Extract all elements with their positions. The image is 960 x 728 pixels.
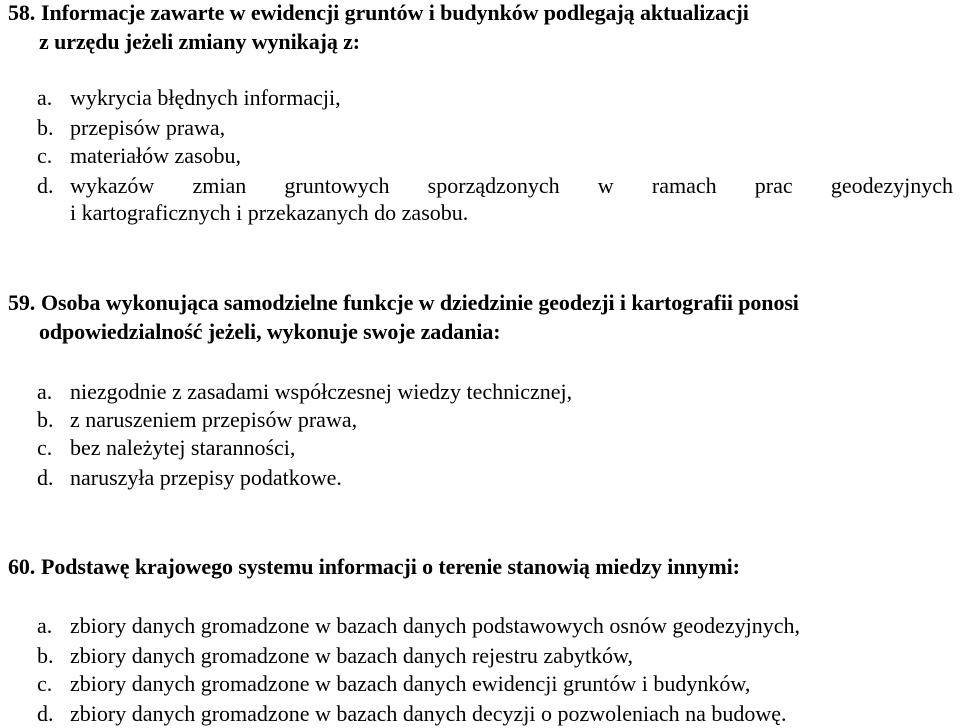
option-text: bez należytej staranności,	[70, 435, 296, 460]
question-60-option-c	[37, 670, 750, 697]
question-number: 58.	[8, 0, 36, 25]
option-text: wykrycia błędnych informacji,	[70, 85, 341, 110]
option-letter: b.	[37, 643, 54, 668]
option-letter: a.	[37, 379, 53, 404]
question-60-option-a	[37, 612, 800, 639]
option-letter: a.	[37, 613, 53, 638]
question-59-option-c	[37, 434, 295, 461]
option-text: naruszyła przepisy podatkowe.	[70, 465, 342, 490]
question-60-title	[8, 552, 952, 581]
option-text: wykazów zmian gruntowych sporządzonych w ramach prac geodezyjnych	[70, 173, 953, 198]
question-59-title	[8, 288, 952, 346]
question-58-option-c	[37, 142, 241, 169]
question-58-option-d	[37, 172, 953, 226]
question-59-option-d	[37, 464, 342, 491]
question-58-title	[8, 0, 952, 56]
option-text: zbiory danych gromadzone w bazach danych ewidencji gruntów i budynków,	[70, 671, 751, 696]
question-60-option-d	[37, 700, 787, 727]
question-text-line1: Osoba wykonująca samodzielne funkcje w dziedzinie geodezji i kartografii ponosi	[41, 290, 799, 315]
option-letter: c.	[37, 435, 53, 460]
option-letter: a.	[37, 85, 53, 110]
question-58-option-a	[37, 84, 341, 111]
option-letter: b.	[37, 407, 54, 432]
option-letter: c.	[37, 143, 53, 168]
option-letter: d.	[37, 465, 54, 490]
option-text: materiałów zasobu,	[70, 143, 242, 168]
question-number: 60.	[8, 554, 36, 579]
option-text: zbiory danych gromadzone w bazach danych decyzji o pozwoleniach na budowę.	[70, 701, 787, 726]
question-number: 59.	[8, 290, 36, 315]
question-59-option-b	[37, 406, 357, 433]
option-letter: c.	[37, 671, 53, 696]
option-letter: d.	[37, 701, 54, 726]
option-text: zbiory danych gromadzone w bazach danych rejestru zabytków,	[70, 643, 634, 668]
option-letter: b.	[37, 115, 54, 140]
question-60-option-b	[37, 642, 633, 669]
option-text-continued: i kartograficznych i przekazanych do zasobu.	[70, 200, 469, 225]
option-text: z naruszeniem przepisów prawa,	[70, 407, 358, 432]
question-58-option-b	[37, 114, 225, 141]
question-text-line2: z urzędu jeżeli zmiany wynikają z:	[39, 29, 361, 54]
question-text-line2: odpowiedzialność jeżeli, wykonuje swoje zadania:	[39, 319, 501, 344]
option-text: niezgodnie z zasadami współczesnej wiedzy technicznej,	[70, 379, 573, 404]
question-text-line1: Podstawę krajowego systemu informacji o terenie stanowią miedzy innymi:	[41, 554, 740, 579]
option-letter: d.	[37, 173, 54, 198]
option-text: zbiory danych gromadzone w bazach danych podstawowych osnów geodezyjnych,	[70, 613, 801, 638]
question-text-line1: Informacje zawarte w ewidencji gruntów i budynków podlegają aktualizacji	[41, 0, 749, 25]
question-59-option-a	[37, 378, 572, 405]
option-text: przepisów prawa,	[70, 115, 226, 140]
